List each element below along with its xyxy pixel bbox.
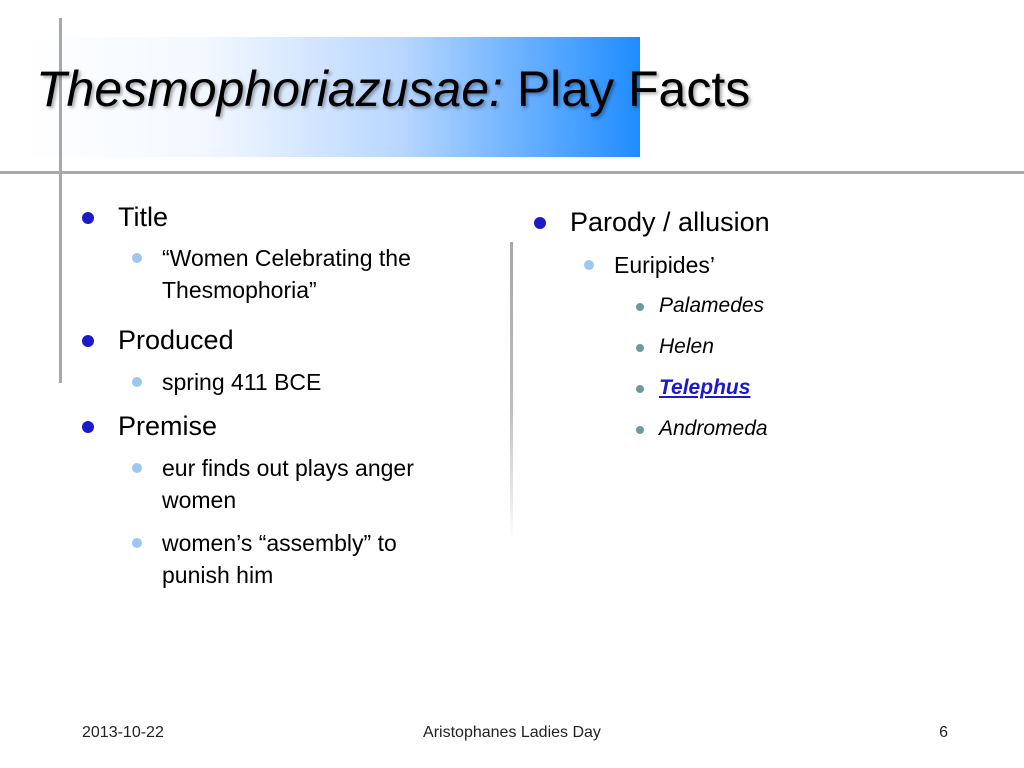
title-divider-line: [0, 171, 1024, 174]
sub-bullet-line: spring 411 BCE: [162, 369, 322, 395]
bullet-parody: [530, 205, 970, 239]
play-item-helen: [530, 333, 970, 361]
bullet-dot-icon: [534, 217, 546, 229]
sub-bullet-euripides: [530, 249, 970, 281]
bullet-label: Produced: [118, 325, 234, 355]
footer-title: Aristophanes Ladies Day: [423, 724, 601, 741]
column-divider-line: [510, 242, 513, 542]
sub-bullet-dot-icon: [584, 260, 594, 270]
sub-bullet-title-value: [78, 242, 498, 306]
sub-bullet-line: women: [162, 487, 237, 513]
sub-bullet-dot-icon: [132, 377, 142, 387]
play-name: Helen: [659, 335, 714, 358]
sub-sub-bullet-dot-icon: [636, 385, 644, 393]
sub-bullet-line: eur finds out plays anger: [162, 455, 414, 481]
play-item-telephus[interactable]: [530, 374, 970, 402]
sub-sub-bullet-dot-icon: [636, 344, 644, 352]
sub-bullet-line: “Women Celebrating the: [162, 245, 411, 271]
sub-bullet-premise-2: [78, 527, 498, 591]
sub-sub-bullet-dot-icon: [636, 426, 644, 434]
left-column: [78, 200, 498, 591]
play-item-andromeda: [530, 415, 970, 443]
play-item-palamedes: [530, 292, 970, 320]
bullet-label: Premise: [118, 411, 218, 441]
sub-bullet-dot-icon: [132, 253, 142, 263]
sub-bullet-dot-icon: [132, 538, 142, 548]
sub-bullet-dot-icon: [132, 463, 142, 473]
bullet-dot-icon: [82, 212, 94, 224]
sub-bullet-line: Euripides’: [614, 252, 715, 278]
sub-bullet-produced-value: [78, 366, 498, 398]
footer-date: 2013-10-22: [82, 724, 164, 741]
slide-title-italic: Thesmophoriazusae:: [36, 61, 503, 117]
bullet-premise: [78, 409, 498, 443]
sub-bullet-line: women’s “assembly” to: [162, 530, 397, 556]
bullet-label: Parody / allusion: [570, 207, 770, 237]
bullet-produced: [78, 323, 498, 357]
bullet-dot-icon: [82, 335, 94, 347]
play-name: Andromeda: [659, 417, 768, 440]
slide-title: [36, 61, 751, 117]
sub-bullet-line: punish him: [162, 562, 274, 588]
right-column: [530, 205, 970, 443]
footer-page-number: 6: [939, 724, 948, 741]
sub-bullet-premise-1: [78, 452, 498, 516]
telephus-link[interactable]: Telephus: [659, 376, 751, 399]
bullet-label: Title: [118, 202, 169, 232]
slide-title-rest: Play Facts: [502, 61, 751, 117]
sub-bullet-line: Thesmophoria”: [162, 277, 317, 303]
bullet-dot-icon: [82, 421, 94, 433]
play-name: Palamedes: [659, 294, 765, 317]
sub-sub-bullet-dot-icon: [636, 303, 644, 311]
bullet-title: [78, 200, 498, 234]
